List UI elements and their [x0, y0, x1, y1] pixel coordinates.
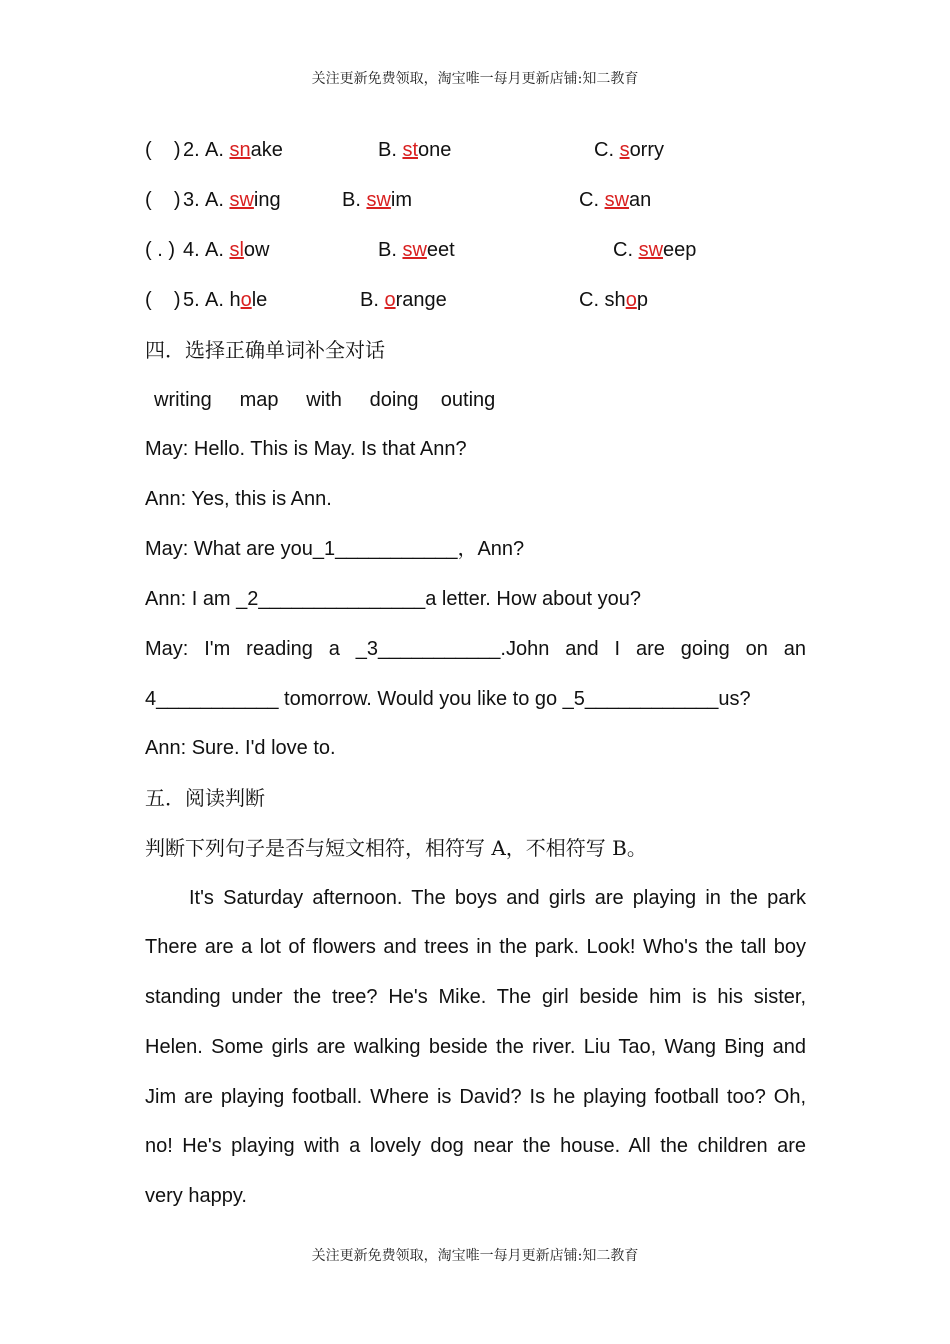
phonics-row-5 [145, 286, 845, 454]
option-c [613, 236, 696, 264]
option-b [360, 286, 447, 314]
dialogue-line-6: 4___________ tomorrow. Would you like to go _5____________us? [145, 688, 751, 710]
option-c [579, 186, 651, 214]
dialogue-line-5: May: I'm reading a _3___________.John and I are going on an [145, 638, 806, 660]
marked-letters: sw [366, 189, 391, 211]
option-rest: p [636, 289, 648, 311]
option-rest: eet [426, 239, 455, 261]
question-number: 3. [183, 189, 200, 211]
option-rest: im [390, 189, 413, 211]
option-b [342, 186, 412, 214]
option-rest: an [629, 189, 652, 211]
dialogue-line-2: Ann: Yes, this is Ann. [145, 488, 332, 510]
passage-line-5: Jim are playing football. Where is David? Is he playing football too? Oh, [145, 1086, 806, 1108]
answer-paren: ( ) [145, 289, 181, 311]
answer-paren: ( ) [145, 139, 181, 161]
option-label: C. [579, 189, 605, 211]
marked-letters: sn [229, 139, 251, 161]
marked-letters: s [619, 139, 630, 161]
marked-letters: sw [402, 239, 427, 261]
option-rest: one [418, 139, 452, 161]
marked-letters: st [402, 139, 419, 161]
option-rest: range [395, 289, 447, 311]
option-label: B. [378, 239, 403, 261]
dialogue-line-1: May: Hello. This is May. Is that Ann? [145, 438, 467, 460]
option-b [378, 236, 455, 264]
passage-line-4: Helen. Some girls are walking beside the river. Liu Tao, Wang Bing and [145, 1036, 806, 1058]
option-label: A. h [205, 289, 241, 311]
marked-letters: o [240, 289, 252, 311]
option-rest: orry [629, 139, 665, 161]
option-b [378, 136, 451, 164]
marked-letters: sl [229, 239, 244, 261]
passage-line-1: It's Saturday afternoon. The boys and girls are playing in the park [189, 887, 806, 909]
option-label: A. [205, 239, 230, 261]
answer-paren: ( . ) [145, 239, 175, 261]
question-number: 4. [183, 239, 200, 261]
option-c [579, 286, 648, 314]
option-label: A. [205, 189, 230, 211]
option-rest: le [251, 289, 268, 311]
page-header: 关注更新免费领取，淘宝唯一每月更新店铺:知二教育 [311, 71, 639, 87]
option-label: B. [360, 289, 385, 311]
marked-letters: sw [604, 189, 630, 211]
option-c [594, 136, 664, 164]
marked-letters: o [384, 289, 396, 311]
dialogue-line-7: Ann: Sure. I'd love to. [145, 737, 336, 759]
option-rest: eep [663, 239, 697, 261]
option-label: C. [594, 139, 620, 161]
option-rest: ow [243, 239, 270, 261]
passage-line-6: no! He's playing with a lovely dog near the house. All the children are [145, 1135, 806, 1157]
section-5-title: 五．阅读判断 [145, 786, 265, 810]
option-a [205, 186, 281, 214]
page-footer: 关注更新免费领取，淘宝唯一每月更新店铺:知二教育 [311, 1248, 639, 1264]
option-a [205, 236, 269, 264]
dialogue-line-4: Ann: I am _2_______________a letter. How about you? [145, 588, 641, 610]
option-label: C. [613, 239, 639, 261]
section-4-title: 四．选择正确单词补全对话 [145, 338, 385, 362]
option-a [205, 286, 267, 314]
option-rest: ake [250, 139, 283, 161]
option-label: B. [342, 189, 367, 211]
option-label: C. sh [579, 289, 626, 311]
passage-line-7: very happy. [145, 1185, 247, 1207]
passage-line-3: standing under the tree? He's Mike. The girl beside him is his sister, [145, 986, 806, 1008]
option-rest: ing [253, 189, 281, 211]
option-label: B. [378, 139, 403, 161]
question-number: 5. [183, 289, 200, 311]
marked-letters: sw [229, 189, 254, 211]
marked-letters: sw [638, 239, 664, 261]
option-label: A. [205, 139, 230, 161]
question-number: 2. [183, 139, 200, 161]
option-a [205, 136, 283, 164]
answer-paren: ( ) [145, 189, 181, 211]
section-5-instruction: 判断下列句子是否与短文相符，相符写 A，不相符写 B。 [145, 836, 647, 860]
marked-letters: o [625, 289, 637, 311]
word-bank: writing map with doing outing [154, 389, 496, 411]
dialogue-line-3: May: What are you_1___________，Ann? [145, 538, 525, 560]
passage-line-2: There are a lot of flowers and trees in the park. Look! Who's the tall boy [145, 936, 806, 958]
